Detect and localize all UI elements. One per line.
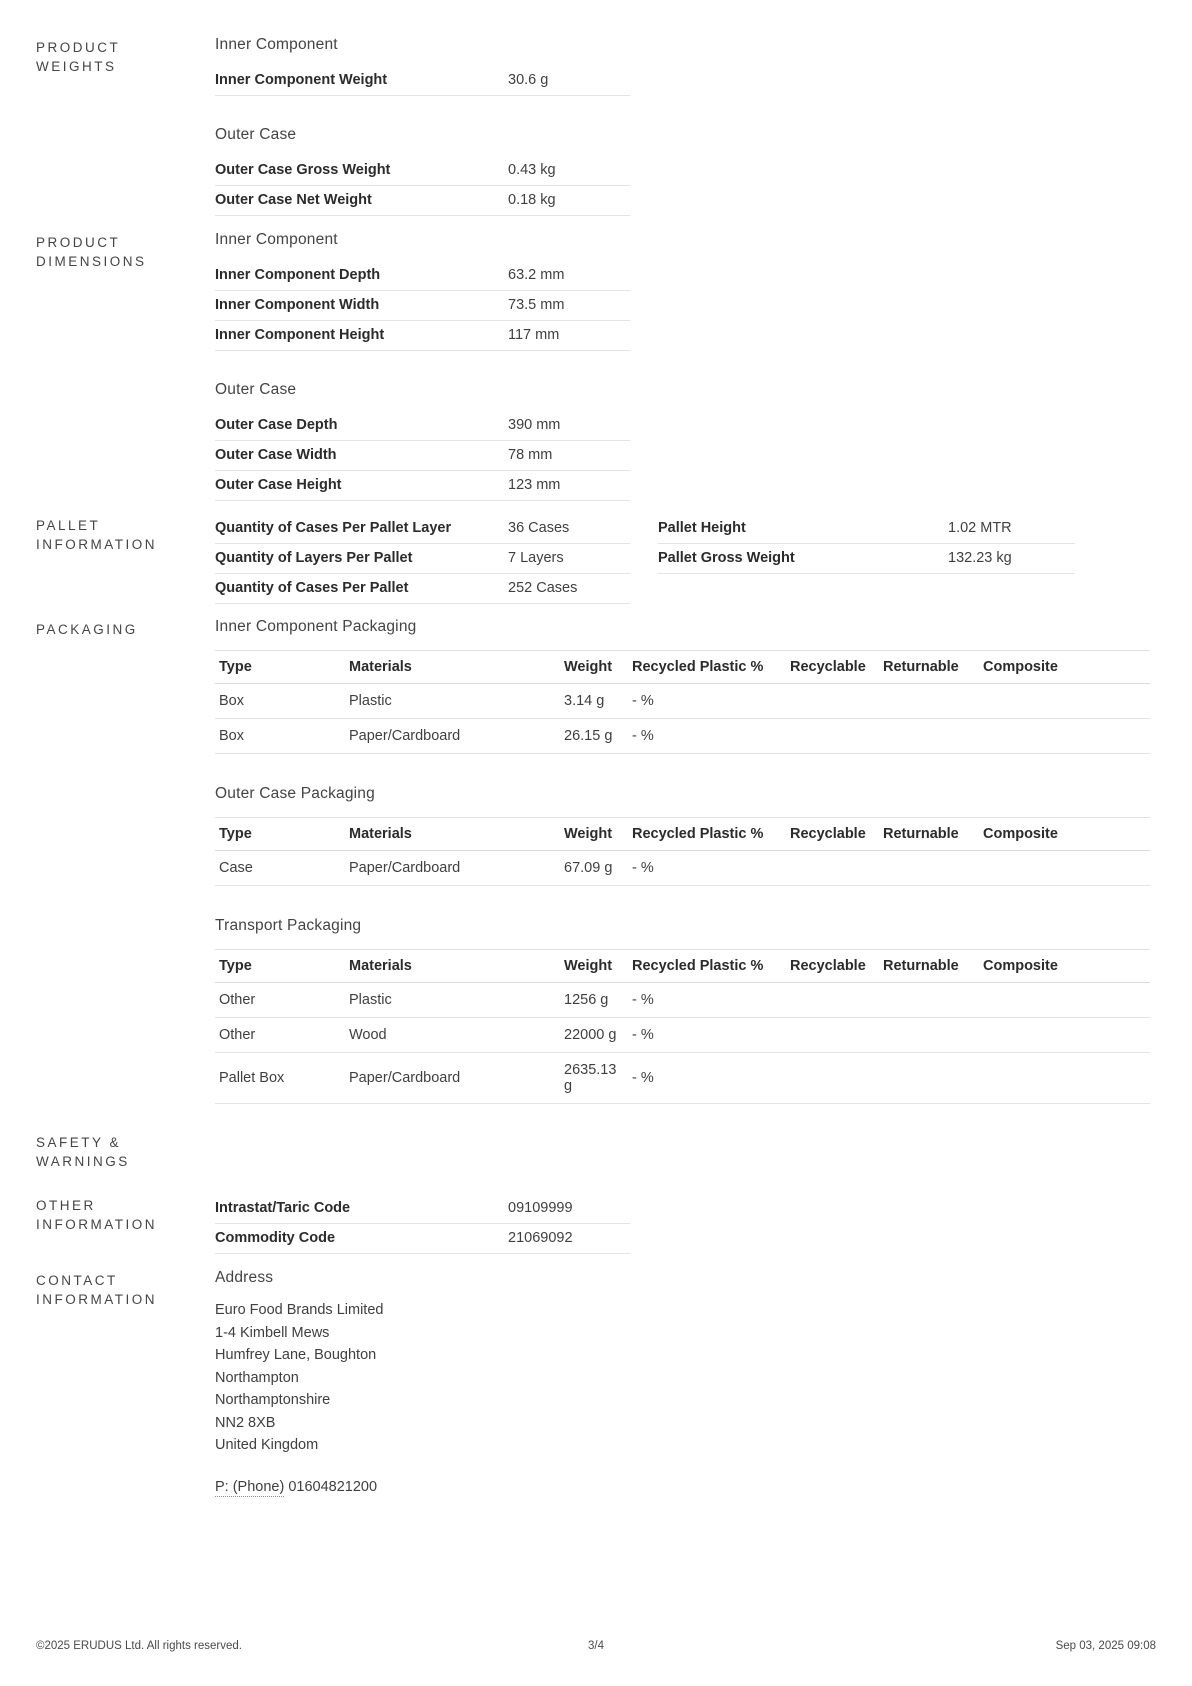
pallet-columns — [215, 514, 1150, 604]
group-title: Inner Component — [215, 36, 338, 53]
cell-composite — [979, 851, 1150, 886]
spec-value: 21069092 — [508, 1230, 573, 1246]
cell-recycled-plastic: - % — [628, 1053, 786, 1104]
transport-packaging-table — [215, 949, 1150, 1104]
spec-value: 123 mm — [508, 477, 561, 493]
kv-table — [215, 66, 630, 96]
cell-materials: Wood — [345, 1018, 560, 1053]
spec-label: Outer Case Width — [215, 447, 337, 463]
table-row — [215, 1053, 1150, 1104]
outer-case-packaging-block — [215, 785, 1150, 886]
cell-recyclable — [786, 1018, 879, 1053]
cell-composite — [979, 1018, 1150, 1053]
pallet-left-table — [215, 514, 630, 604]
table-header-row — [215, 818, 1150, 851]
spec-row — [215, 411, 630, 441]
section-body-product-dimensions — [215, 231, 1192, 501]
section-label-safety-warnings: SAFETY & WARNINGS — [36, 1135, 130, 1169]
section-other-information — [0, 1194, 1192, 1254]
cell-materials: Paper/Cardboard — [345, 851, 560, 886]
section-body-pallet-information — [215, 514, 1192, 604]
spec-label: Outer Case Net Weight — [215, 192, 372, 208]
spec-label: Intrastat/Taric Code — [215, 1200, 351, 1216]
kv-table — [215, 156, 630, 216]
spec-row — [215, 1224, 630, 1254]
spec-row — [215, 261, 630, 291]
spec-value: 7 Layers — [508, 550, 564, 566]
cell-weight: 2635.13 g — [560, 1053, 628, 1104]
table-header-row — [215, 950, 1150, 983]
kv-table — [215, 261, 630, 351]
spec-value: 73.5 mm — [508, 297, 565, 313]
spec-value: 117 mm — [508, 327, 560, 343]
column-header-composite: Composite — [979, 950, 1150, 983]
cell-recyclable — [786, 1053, 879, 1104]
cell-materials: Plastic — [345, 684, 560, 719]
spec-label: Quantity of Cases Per Pallet — [215, 580, 409, 596]
cell-recyclable — [786, 851, 879, 886]
section-label-pallet-information: PALLET INFORMATION — [36, 518, 157, 552]
spec-value: 36 Cases — [508, 520, 570, 536]
column-header-recyclable: Recyclable — [786, 950, 879, 983]
cell-type: Other — [215, 983, 345, 1018]
group-inner-component-dimensions — [215, 231, 1150, 351]
spec-row — [215, 574, 630, 604]
spec-row — [215, 156, 630, 186]
spec-label: Inner Component Weight — [215, 72, 388, 88]
column-header-composite: Composite — [979, 651, 1150, 684]
phone-label: P: (Phone) — [215, 1478, 285, 1495]
cell-recyclable — [786, 684, 879, 719]
column-header-recyclable: Recyclable — [786, 651, 879, 684]
spec-value: 390 mm — [508, 417, 561, 433]
spec-label: Inner Component Height — [215, 327, 385, 343]
cell-returnable — [879, 983, 979, 1018]
section-safety-warnings — [0, 1131, 1192, 1181]
group-inner-component-weights — [215, 36, 1150, 96]
column-header-recycled-plastic: Recycled Plastic % — [628, 818, 786, 851]
table-row — [215, 684, 1150, 719]
cell-type: Other — [215, 1018, 345, 1053]
cell-recyclable — [786, 719, 879, 754]
cell-recycled-plastic: - % — [628, 684, 786, 719]
address-line: NN2 8XB — [215, 1414, 276, 1431]
address-line: Euro Food Brands Limited — [215, 1302, 384, 1318]
spec-row — [215, 1194, 630, 1224]
spec-row — [215, 441, 630, 471]
cell-returnable — [879, 1053, 979, 1104]
column-header-returnable: Returnable — [879, 651, 979, 684]
column-header-weight: Weight — [560, 950, 628, 983]
column-gap — [630, 514, 658, 604]
spec-value: 30.6 g — [508, 72, 549, 88]
column-header-weight: Weight — [560, 818, 628, 851]
spec-value: 252 Cases — [508, 580, 578, 596]
outer-case-packaging-table — [215, 817, 1150, 886]
group-outer-case-dimensions — [215, 381, 1150, 501]
column-header-weight: Weight — [560, 651, 628, 684]
cell-returnable — [879, 1018, 979, 1053]
cell-weight: 1256 g — [560, 983, 628, 1018]
spec-value: 63.2 mm — [508, 267, 565, 283]
inner-component-packaging-block — [215, 618, 1150, 754]
column-header-recycled-plastic: Recycled Plastic % — [628, 651, 786, 684]
address-block — [215, 1299, 1150, 1457]
spec-label: Inner Component Width — [215, 297, 380, 313]
address-line: Northampton — [215, 1369, 299, 1386]
cell-weight: 26.15 g — [560, 719, 628, 754]
cell-recycled-plastic: - % — [628, 719, 786, 754]
group-title: Outer Case — [215, 381, 297, 398]
section-product-weights — [0, 36, 1192, 216]
spec-row — [215, 514, 630, 544]
address-title: Address — [215, 1269, 274, 1286]
spec-label: Quantity of Layers Per Pallet — [215, 550, 413, 566]
spec-value: 78 mm — [508, 447, 553, 463]
spec-value: 09109999 — [508, 1200, 573, 1216]
group-title: Outer Case — [215, 126, 297, 143]
spec-row — [658, 544, 1075, 574]
group-title: Outer Case Packaging — [215, 785, 375, 802]
cell-composite — [979, 1053, 1150, 1104]
section-body-contact-information — [215, 1269, 1192, 1495]
address-line: Northamptonshire — [215, 1392, 331, 1408]
spec-value: 1.02 MTR — [948, 520, 1012, 536]
column-header-type: Type — [215, 818, 345, 851]
address-line: Humfrey Lane, Boughton — [215, 1347, 377, 1363]
spec-row — [215, 321, 630, 351]
table-row — [215, 1018, 1150, 1053]
cell-weight: 22000 g — [560, 1018, 628, 1053]
section-body-packaging — [215, 618, 1192, 1104]
cell-type: Box — [215, 684, 345, 719]
section-product-dimensions — [0, 231, 1192, 501]
spec-label: Pallet Height — [658, 520, 746, 536]
cell-weight: 3.14 g — [560, 684, 628, 719]
table-row — [215, 983, 1150, 1018]
address-line: United Kingdom — [215, 1437, 319, 1453]
section-packaging — [0, 618, 1192, 1104]
section-label-contact-information: CONTACT INFORMATION — [36, 1273, 157, 1307]
cell-weight: 67.09 g — [560, 851, 628, 886]
cell-recyclable — [786, 983, 879, 1018]
cell-type: Box — [215, 719, 345, 754]
section-body-product-weights — [215, 36, 1192, 216]
column-header-materials: Materials — [345, 651, 560, 684]
spec-label: Commodity Code — [215, 1230, 336, 1246]
transport-packaging-block — [215, 917, 1150, 1104]
group-title: Inner Component Packaging — [215, 618, 417, 635]
section-pallet-information — [0, 514, 1192, 604]
kv-table — [215, 1194, 630, 1254]
section-contact-information — [0, 1269, 1192, 1495]
spec-label: Inner Component Depth — [215, 267, 381, 283]
footer-copyright: ©2025 ERUDUS Ltd. All rights reserved. — [36, 1640, 242, 1652]
table-row — [215, 719, 1150, 754]
spec-row — [215, 66, 630, 96]
column-header-recyclable: Recyclable — [786, 818, 879, 851]
spec-row — [215, 471, 630, 501]
spec-label: Outer Case Depth — [215, 417, 338, 433]
spec-value: 132.23 kg — [948, 550, 1012, 566]
phone-number: 01604821200 — [288, 1478, 378, 1495]
group-outer-case-weights — [215, 126, 1150, 216]
cell-recycled-plastic: - % — [628, 983, 786, 1018]
section-label-other-information: OTHER INFORMATION — [36, 1198, 157, 1232]
spec-label: Quantity of Cases Per Pallet Layer — [215, 520, 452, 536]
cell-returnable — [879, 719, 979, 754]
cell-returnable — [879, 851, 979, 886]
column-header-type: Type — [215, 950, 345, 983]
cell-materials: Paper/Cardboard — [345, 719, 560, 754]
column-header-returnable: Returnable — [879, 950, 979, 983]
section-label-product-dimensions: PRODUCT DIMENSIONS — [36, 235, 147, 269]
cell-type: Pallet Box — [215, 1053, 345, 1104]
spec-label: Pallet Gross Weight — [658, 550, 795, 566]
address-line: 1-4 Kimbell Mews — [215, 1324, 330, 1341]
column-header-type: Type — [215, 651, 345, 684]
footer-page-indicator: 3/4 — [588, 1640, 604, 1652]
column-header-materials: Materials — [345, 950, 560, 983]
cell-recycled-plastic: - % — [628, 1018, 786, 1053]
section-label-packaging: PACKAGING — [36, 622, 138, 637]
kv-table — [215, 411, 630, 501]
cell-type: Case — [215, 851, 345, 886]
section-label-product-weights: PRODUCT WEIGHTS — [36, 40, 121, 74]
column-header-materials: Materials — [345, 818, 560, 851]
footer-timestamp: Sep 03, 2025 09:08 — [1055, 1640, 1156, 1652]
spec-label: Outer Case Height — [215, 477, 342, 493]
spec-value: 0.18 kg — [508, 192, 556, 208]
column-header-returnable: Returnable — [879, 818, 979, 851]
spec-row — [658, 514, 1075, 544]
group-title: Transport Packaging — [215, 917, 362, 934]
column-header-composite: Composite — [979, 818, 1150, 851]
group-title: Inner Component — [215, 231, 338, 248]
spec-row — [215, 544, 630, 574]
spec-label: Outer Case Gross Weight — [215, 162, 391, 178]
cell-returnable — [879, 684, 979, 719]
section-body-other-information — [215, 1194, 1192, 1254]
cell-materials: Paper/Cardboard — [345, 1053, 560, 1104]
cell-recycled-plastic: - % — [628, 851, 786, 886]
phone-row — [215, 1479, 1150, 1495]
column-header-recycled-plastic: Recycled Plastic % — [628, 950, 786, 983]
pallet-right-table — [658, 514, 1075, 604]
spec-row — [215, 186, 630, 216]
cell-composite — [979, 983, 1150, 1018]
cell-composite — [979, 684, 1150, 719]
inner-component-packaging-table — [215, 650, 1150, 754]
table-header-row — [215, 651, 1150, 684]
cell-materials: Plastic — [345, 983, 560, 1018]
table-row — [215, 851, 1150, 886]
spec-row — [215, 291, 630, 321]
spec-value: 0.43 kg — [508, 162, 556, 178]
cell-composite — [979, 719, 1150, 754]
